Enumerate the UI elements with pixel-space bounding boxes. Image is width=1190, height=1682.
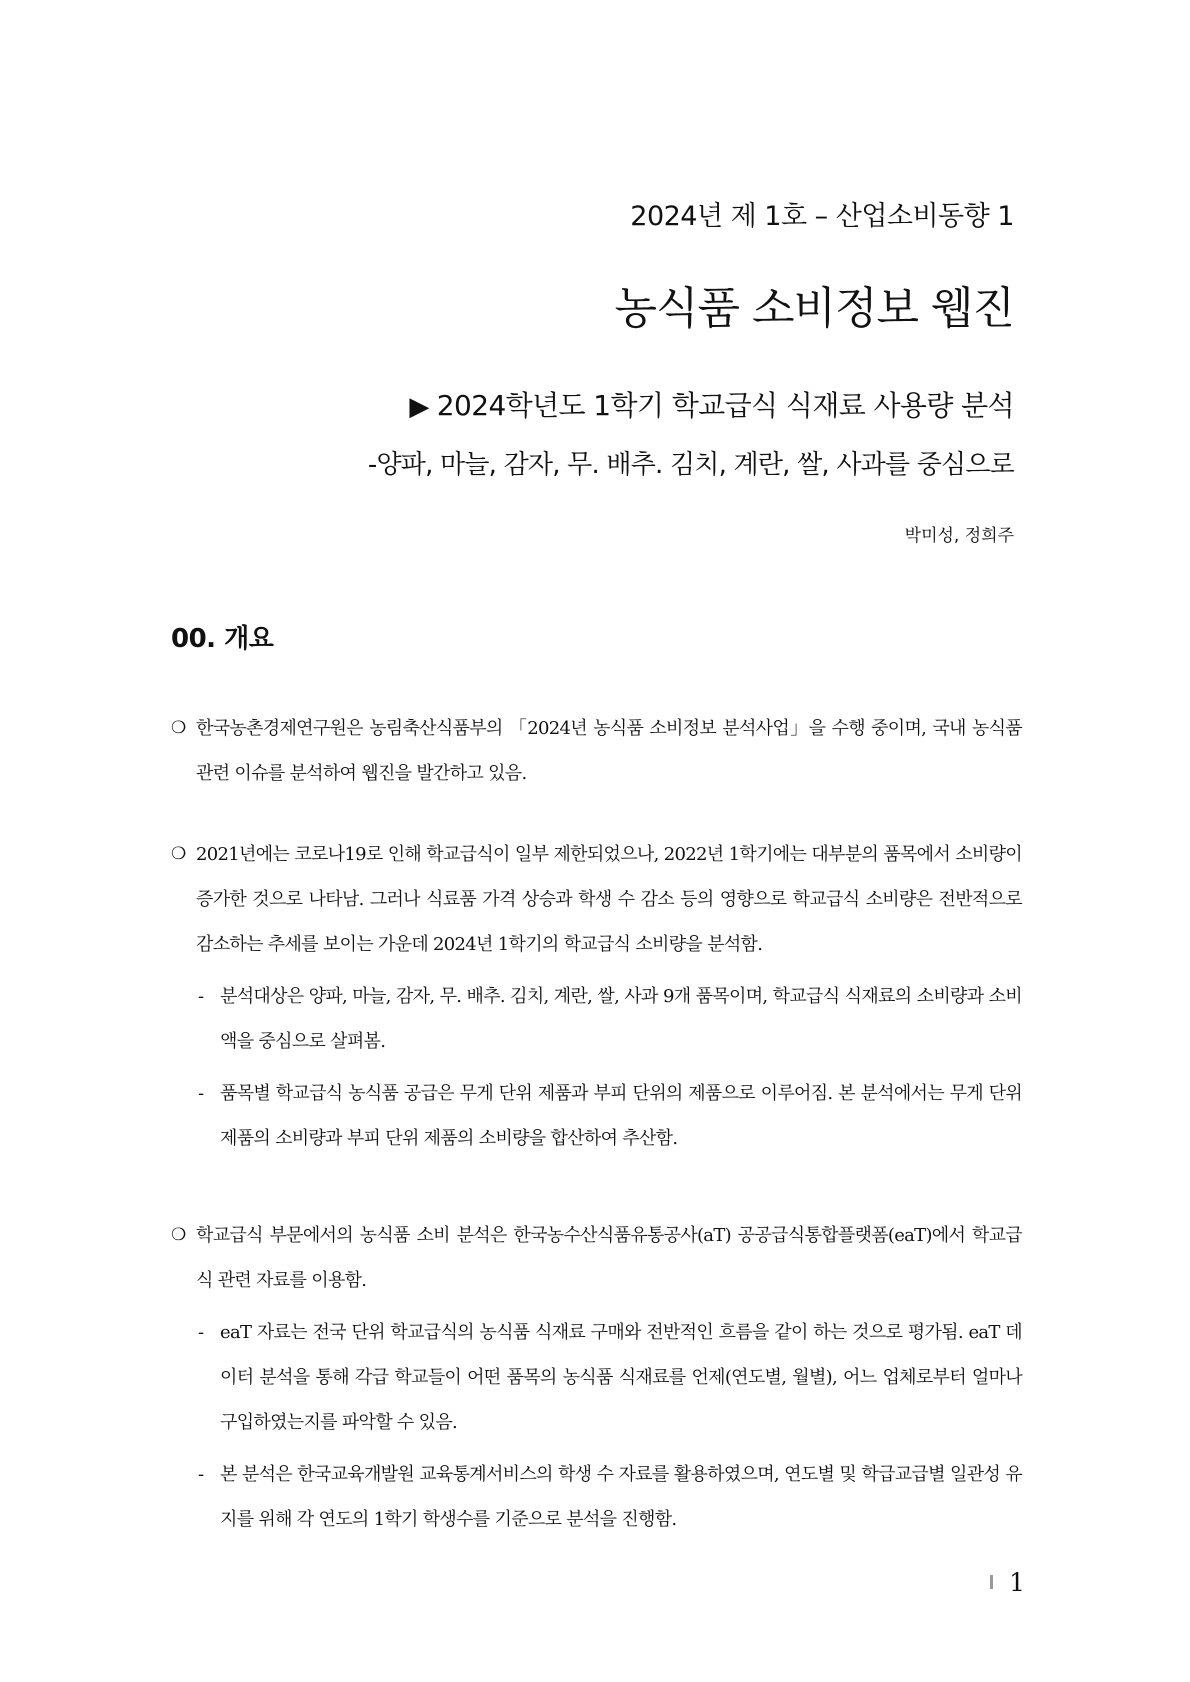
overview-item-3 — [171, 1213, 1022, 1542]
issue-label: 2024년 제 1호 – 산업소비동향 1 — [630, 201, 1014, 232]
bullet-paragraph — [171, 706, 1022, 796]
page-number: 1 — [1009, 1568, 1025, 1597]
sub-item-text: 분석대상은 양파, 마늘, 감자, 무. 배추. 김치, 계란, 쌀, 사과 9개 품목이며, 학교급식 식재료의 소비량과 소비액을 중심으로 살펴봄. — [220, 986, 1022, 1052]
report-subsubtitle: -양파, 마늘, 감자, 무. 배추. 김치, 계란, 쌀, 사과를 중심으로 — [367, 450, 1014, 480]
bullet-text: 한국농촌경제연구원은 농림축산식품부의 「2024년 농식품 소비정보 분석사업」을 수행 중이며, 국내 농식품 관련 이슈를 분석하여 웹진을 발간하고 있음. — [196, 718, 1022, 784]
dash-marker: - — [198, 1464, 204, 1485]
dash-marker: - — [198, 1322, 204, 1343]
circle-bullet-icon: ❍ — [171, 718, 186, 738]
authors: 박미성, 정희주 — [904, 526, 1014, 546]
bullet-paragraph — [171, 832, 1022, 967]
page-footer — [990, 1568, 1025, 1597]
footer-divider — [990, 1575, 993, 1589]
sub-item — [171, 1071, 1022, 1161]
sub-item-text: 본 분석은 한국교육개발원 교육통계서비스의 학생 수 자료를 활용하였으며, 연도별 및 학급교급별 일관성 유지를 위해 각 연도의 1학기 학생수를 기준으로 분석을 진행함. — [220, 1464, 1022, 1530]
bullet-text: 2021년에는 코로나19로 인해 학교급식이 일부 제한되었으나, 2022년 1학기에는 대부분의 품목에서 소비량이 증가한 것으로 나타남. 그러나 식료품 가격 상승과 학생 수 감소 등의 영향으로 학교급식 소비량은 전반적으로 감소하는 추세를 보이는 가운데 2024년 1학기의 학교급식 소비량을 분석함. — [196, 844, 1022, 955]
triangle-icon: ▶ — [409, 392, 429, 422]
overview-item-2 — [171, 832, 1022, 1161]
report-subtitle — [409, 384, 1014, 424]
sub-item-text: eaT 자료는 전국 단위 학교급식의 농식품 식재료 구매와 전반적인 흐름을 같이 하는 것으로 평가됨. eaT 데이터 분석을 통해 각급 학교들이 어떤 품목의 농식품 식재료를 언제(연도별, 월별), 어느 업체로부터 얼마나 구입하였는지를 파악할 수 있음. — [220, 1322, 1022, 1433]
dash-marker: - — [198, 1083, 204, 1104]
sub-item — [171, 1310, 1022, 1445]
circle-bullet-icon: ❍ — [171, 1225, 186, 1245]
sub-item — [171, 974, 1022, 1064]
sub-item — [171, 1452, 1022, 1542]
report-subtitle-text: 2024학년도 1학기 학교급식 식재료 사용량 분석 — [436, 389, 1014, 422]
dash-marker: - — [198, 986, 204, 1007]
webzine-title: 농식품 소비정보 웹진 — [614, 283, 1014, 334]
bullet-paragraph — [171, 1213, 1022, 1303]
circle-bullet-icon: ❍ — [171, 844, 186, 864]
section-heading: 00. 개요 — [171, 624, 274, 654]
overview-item-1 — [171, 706, 1022, 796]
bullet-text: 학교급식 부문에서의 농식품 소비 분석은 한국농수산식품유통공사(aT) 공공급식통합플랫폼(eaT)에서 학교급식 관련 자료를 이용함. — [196, 1225, 1022, 1291]
sub-item-text: 품목별 학교급식 농식품 공급은 무게 단위 제품과 부피 단위의 제품으로 이루어짐. 본 분석에서는 무게 단위 제품의 소비량과 부피 단위 제품의 소비량을 합산하여 추산함. — [220, 1083, 1022, 1149]
